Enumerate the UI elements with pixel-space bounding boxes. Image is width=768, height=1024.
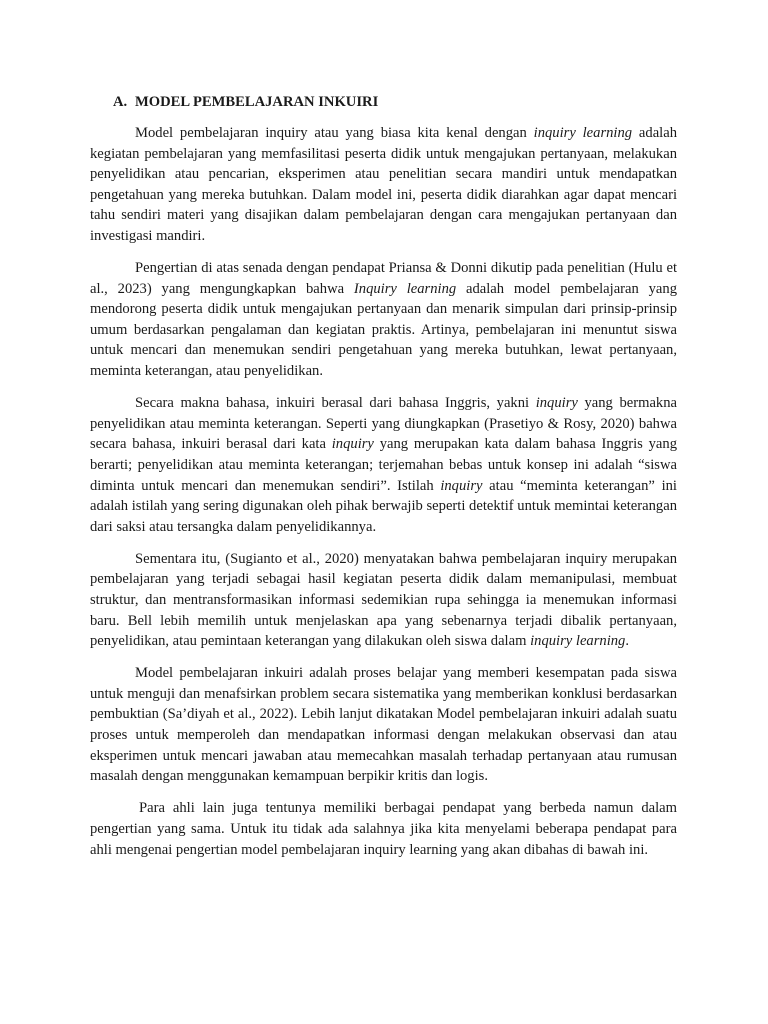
paragraph-text: . <box>625 633 630 650</box>
section-heading <box>113 92 677 113</box>
paragraph-4 <box>90 549 677 652</box>
document-page <box>90 92 677 872</box>
italic-term: inquiry learning <box>530 633 626 650</box>
italic-term: inquiry <box>535 395 578 412</box>
paragraph-1 <box>90 123 677 247</box>
section-number: A. <box>113 94 128 110</box>
paragraph-text: Model pembelajaran inquiry atau yang biasa kita kenal dengan <box>135 125 534 141</box>
paragraph-text: yang bermakna penyelidikan atau meminta keterangan. Seperti yang diungkapkan (Prasetiyo & Rosy, 2020) bahwa secara bahasa, inkuiri berasal dari kata <box>90 395 678 453</box>
paragraph-5 <box>90 663 677 787</box>
italic-term: inquiry <box>331 436 374 453</box>
paragraph-text: Sementara itu, (Sugianto et al., 2020) menyatakan bahwa pembelajaran inquiry merupakan pembelajaran yang terjadi sebagai hasil kegiatan peserta didik dalam memanipulasi, membuat struktur, dan mentransformasikan informasi sedemikian rupa sehingga ia menemukan informasi baru. Bell lebih memilih untuk menjelaskan apa yang sebenarnya terjadi dibalik pertanyaan, penyelidikan, atau pemintaan keterangan yang dilakukan oleh siswa dalam <box>90 550 677 650</box>
paragraph-text: yang merupakan kata dalam bahasa Inggris yang berarti; penyelidikan atau meminta keterangan; terjemahan bebas untuk konsep ini adalah “siswa diminta untuk mencari dan menemukan sendiri”. Istilah <box>90 436 677 494</box>
paragraph-text: Para ahli lain juga tentunya memiliki berbagai pendapat yang berbeda namun dalam pengertian yang sama. Untuk itu tidak ada salahnya jika kita menyelami beberapa pendapat para ahli mengenai pengertian model pembelajaran inquiry learning yang akan dibahas di bawah ini. <box>90 800 677 858</box>
paragraph-6 <box>90 798 677 860</box>
italic-term: inquiry <box>440 477 483 494</box>
paragraph-2 <box>90 258 677 382</box>
italic-term: Inquiry learning <box>353 280 457 297</box>
paragraph-text: adalah model pembelajaran yang mendorong peserta didik untuk mengajukan pertanyaan dan menarik simpulan dari prinsip-prinsip umum berdasarkan pengalaman dan kegiatan praktis. Artinya, pembelajaran ini menuntut siswa untuk mencari dan menemukan sendiri pengetahuan yang mereka butuhkan, lewat pertanyaan, meminta keterangan, atau penyelidikan. <box>90 280 677 380</box>
paragraph-text: adalah kegiatan pembelajaran yang memfasilitasi peserta didik untuk mengajukan pertanyaan, melakukan penyelidikan atau pencarian, eksperimen atau penelitian secara mandiri untuk mendapatkan pengetahuan yang mereka butuhkan. Dalam model ini, peserta didik diarahkan agar dapat mencari tahu sendiri materi yang disajikan dalam pembelajaran dengan cara mengajukan pertanyaan dan investigasi mandiri. <box>90 125 678 244</box>
paragraph-text: atau “meminta keterangan” ini adalah istilah yang sering digunakan oleh pihak berwajib seperti detektif untuk memintai keterangan dari saksi atau tersangka dalam penyelidikannya. <box>90 477 677 535</box>
paragraph-text: Secara makna bahasa, inkuiri berasal dari bahasa Inggris, yakni <box>135 395 536 412</box>
italic-term: inquiry learning <box>533 125 633 141</box>
section-title: MODEL PEMBELAJARAN INKUIRI <box>135 94 379 110</box>
paragraph-text: Pengertian di atas senada dengan pendapat Priansa & Donni dikutip pada penelitian (Hulu et al., 2023) yang mengungkapkan bahwa <box>90 260 677 297</box>
paragraph-3 <box>90 393 677 537</box>
paragraph-text: Model pembelajaran inkuiri adalah proses belajar yang memberi kesempatan pada siswa untuk menguji dan menafsirkan problem secara sistematika yang memberikan konklusi berdasarkan pembuktian (Sa’diyah et al., 2022). Lebih lanjut dikatakan Model pembelajaran inkuiri adalah suatu proses untuk memperoleh dan mendapatkan informasi dengan melakukan observasi dan atau eksperimen untuk mencari jawaban atau memecahkan masalah terhadap pertanyaan atau rumusan masalah dengan menggunakan kemampuan berpikir kritis dan logis. <box>90 665 677 785</box>
